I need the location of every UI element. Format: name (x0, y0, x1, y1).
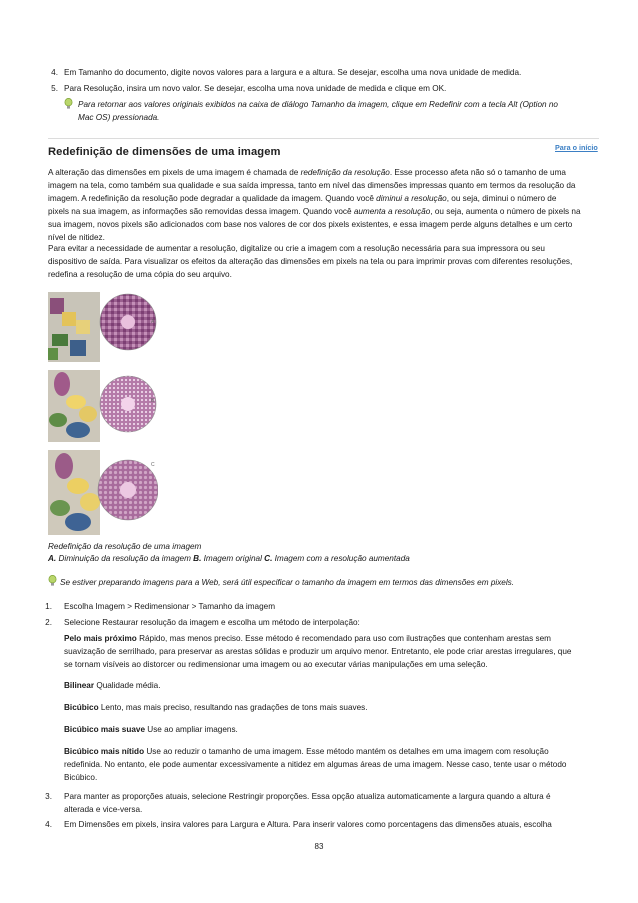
step-text: alterada e vice-versa. (64, 805, 143, 814)
method-bicubic: Bicúbico Lento, mas mais preciso, resultando nas gradações de tons mais suaves. (64, 703, 368, 712)
step-number: 3. (45, 792, 52, 801)
paragraph-line: pixels na sua imagem, as informações são removidas dessa imagem. Quando você aumenta a resolução, ou seja, aumenta o número de pixels na (48, 207, 581, 216)
step-text: Para Resolução, insira um novo valor. Se desejar, escolha uma nova unidade de medida e clique em OK. (64, 84, 447, 93)
figure-image-a (48, 292, 156, 362)
tip-text: Se estiver preparando imagens para a Web, será útil especificar o tamanho da imagem em termos das dimensões em pixels. (60, 578, 515, 587)
method-bilinear: Bilinear Qualidade média. (64, 681, 161, 690)
page-number: 83 (314, 842, 324, 851)
figure-label-b: B (151, 398, 155, 404)
figure-caption: Redefinição da resolução de uma imagem (48, 542, 202, 551)
step-text: Selecione Restaurar resolução da imagem e escolha um método de interpolação: (64, 618, 360, 627)
method-nearest: Pelo mais próximo Rápido, mas menos preciso. Esse método é recomendado para uso com ilustrações que contenham arestas sem (64, 634, 551, 643)
paragraph-line: imagem na tela, como também sua qualidade e sua saída impressa, tanto em nível das dimensões impressas quanto em termos da resolução da (48, 181, 576, 190)
step-number: 2. (45, 618, 52, 627)
paragraph-line: imagem. A redefinição da resolução pode degradar a qualidade da imagem. Quando você diminui a resolução, ou seja, diminui o número de (48, 194, 557, 203)
tip-text: Para retornar aos valores originais exibidos na caixa de diálogo Tamanho da imagem, clique em Redefinir com a tecla Alt (Option no (78, 100, 558, 109)
resample-figure (48, 290, 158, 535)
method-text: se tornam visíveis ao distorcer ou redimensionar uma imagem ou ao executar várias manipulações em uma seleção. (64, 660, 488, 669)
paragraph-line: Para evitar a necessidade de aumentar a resolução, digitalize ou crie a imagem com a resolução necessária para sua impressora ou seu (48, 244, 545, 253)
tip-text: Mac OS) pressionada. (78, 113, 160, 122)
step-text: Em Dimensões em pixels, insira valores para Largura e Altura. Para inserir valores como porcentagens das dimensões atuais, escolha (64, 820, 552, 829)
step-number: 4. (45, 820, 52, 829)
paragraph-line: redefina a resolução de uma cópia do seu arquivo. (48, 270, 232, 279)
method-text: Bicúbico. (64, 773, 98, 782)
method-bicubic-sharper: Bicúbico mais nítido Use ao reduzir o tamanho de uma imagem. Esse método mantém os detalhes em uma imagem com resolução (64, 747, 549, 756)
figure-label-c: C (151, 462, 155, 468)
figure-image-c (48, 450, 158, 535)
figure-image-b (48, 370, 156, 442)
step-number: 1. (45, 602, 52, 611)
step-number: 4. (51, 68, 58, 77)
paragraph-line: nível de nitidez. (48, 233, 105, 242)
paragraph-line: A alteração das dimensões em pixels de uma imagem é chamada de redefinição da resolução. Esse processo afeta não só o tamanho de uma (48, 168, 566, 177)
paragraph-line: dispositivo de saída. Para visualizar os efeitos da alteração das dimensões em pixels na tela ou para imprimir provas com diferentes resoluções, (48, 257, 573, 266)
method-text: redefinida. No entanto, ele pode aumentar excessivamente a nitidez em algumas áreas de uma imagem. Nesse caso, tente usar o método (64, 760, 567, 769)
step-number: 5. (51, 84, 58, 93)
method-bicubic-smoother: Bicúbico mais suave Use ao ampliar imagens. (64, 725, 238, 734)
step-text: Escolha Imagem > Redimensionar > Tamanho da imagem (64, 602, 276, 611)
lightbulb-icon (48, 575, 57, 587)
section-heading: Redefinição de dimensões de uma imagem (48, 146, 281, 158)
section-divider (48, 138, 599, 139)
figure-label-a: A (151, 319, 155, 325)
figure-caption-legend: A. Diminuição da resolução da imagem B. Imagem original C. Imagem com a resolução aumentada (48, 554, 410, 563)
paragraph-line: sua imagem, novos pixels são adicionados com base nos valores de cor dos pixels existentes, e essa imagem perde alguns detalhes e um certo (48, 220, 573, 229)
method-text: suavização de serrilhado, para preservar as arestas sólidas e produzir um arquivo menor. Entretanto, ele pode criar arestas irregulares, que (64, 647, 572, 656)
back-to-top-link[interactable]: Para o início (555, 143, 598, 152)
lightbulb-icon (64, 98, 73, 110)
step-text: Para manter as proporções atuais, selecione Restringir proporções. Essa opção atualiza automaticamente a largura quando a altura é (64, 792, 551, 801)
step-text: Em Tamanho do documento, digite novos valores para a largura e a altura. Se desejar, escolha uma nova unidade de medida. (64, 68, 522, 77)
